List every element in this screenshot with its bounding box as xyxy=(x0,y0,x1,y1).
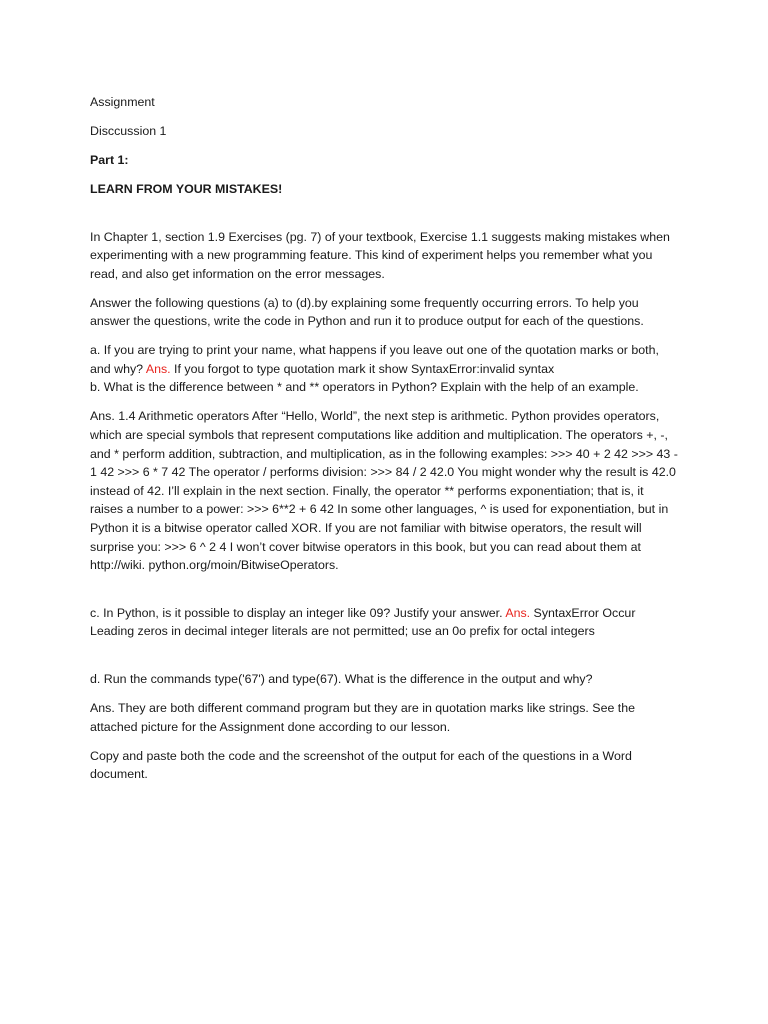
document-title: Assignment xyxy=(90,95,155,109)
question-a-block xyxy=(90,341,680,378)
question-c-block xyxy=(90,604,680,641)
question-a: a. If you are trying to print your name, what happens if you leave out one of the quotation marks or both, and why? xyxy=(90,343,659,376)
discussion-label: Disccussion 1 xyxy=(90,123,167,138)
question-c: c. In Python, is it possible to display an integer like 09? Justify your answer. xyxy=(90,605,503,620)
part-label: Part 1: xyxy=(90,152,129,167)
answer-c: SyntaxError Occur Leading zeros in decimal integer literals are not permitted; use an 0o prefix for octal integers xyxy=(90,605,636,639)
answer-a: If you forgot to type quotation mark it show SyntaxError:invalid syntax xyxy=(170,361,555,376)
instructions-paragraph: Answer the following questions (a) to (d).by explaining some frequently occurring errors. To help you answer the questions, write the code in Python and run it to produce output for each of the questions. xyxy=(90,295,644,329)
intro-paragraph: In Chapter 1, section 1.9 Exercises (pg. 7) of your textbook, Exercise 1.1 suggests making mistakes when experimenting with a new programming feature. This kind of experiment helps you remember what you read, and also get information on the error messages. xyxy=(90,229,670,281)
answer-c-label: Ans. xyxy=(505,605,531,620)
answer-b: Ans. 1.4 Arithmetic operators After “Hello, World”, the next step is arithmetic. Python provides operators, which are special symbols that represent computations like addition and multiplication. The operators +, -, and * perform addition, subtraction, and multiplication, as in the following examples: >>> 40 + 2 42 >>> 43 - 1 42 >>> 6 * 7 42 The operator / performs division: >>> 84 / 2 42.0 You might wonder why the result is 42.0 instead of 42. I’ll explain in the next section. Finally, the operator ** performs exponentiation; that is, it raises a number to a power: >>> 6**2 + 6 42 In some other languages, ^ is used for exponentiation, but in Python it is a bitwise operator called XOR. If you are not familiar with bitwise operators, the result will surprise you: >>> 6 ^ 2 4 I won’t cover bitwise operators in this book, but you can read about them at http://wiki. python.org/moin/BitwiseOperators. xyxy=(90,409,678,573)
question-b: b. What is the difference between * and ** operators in Python? Explain with the help of an example. xyxy=(90,380,639,395)
answer-a-label: Ans. xyxy=(145,361,171,376)
closing-paragraph: Copy and paste both the code and the screenshot of the output for each of the questions in a Word document. xyxy=(90,748,632,782)
question-d: d. Run the commands type('67') and type(67). What is the difference in the output and why? xyxy=(90,672,593,686)
document-body xyxy=(90,93,680,784)
answer-d: Ans. They are both different command program but they are in quotation marks like strings. See the attached picture for the Assignment done according to our lesson. xyxy=(90,700,636,734)
section-heading: LEARN FROM YOUR MISTAKES! xyxy=(90,181,283,196)
